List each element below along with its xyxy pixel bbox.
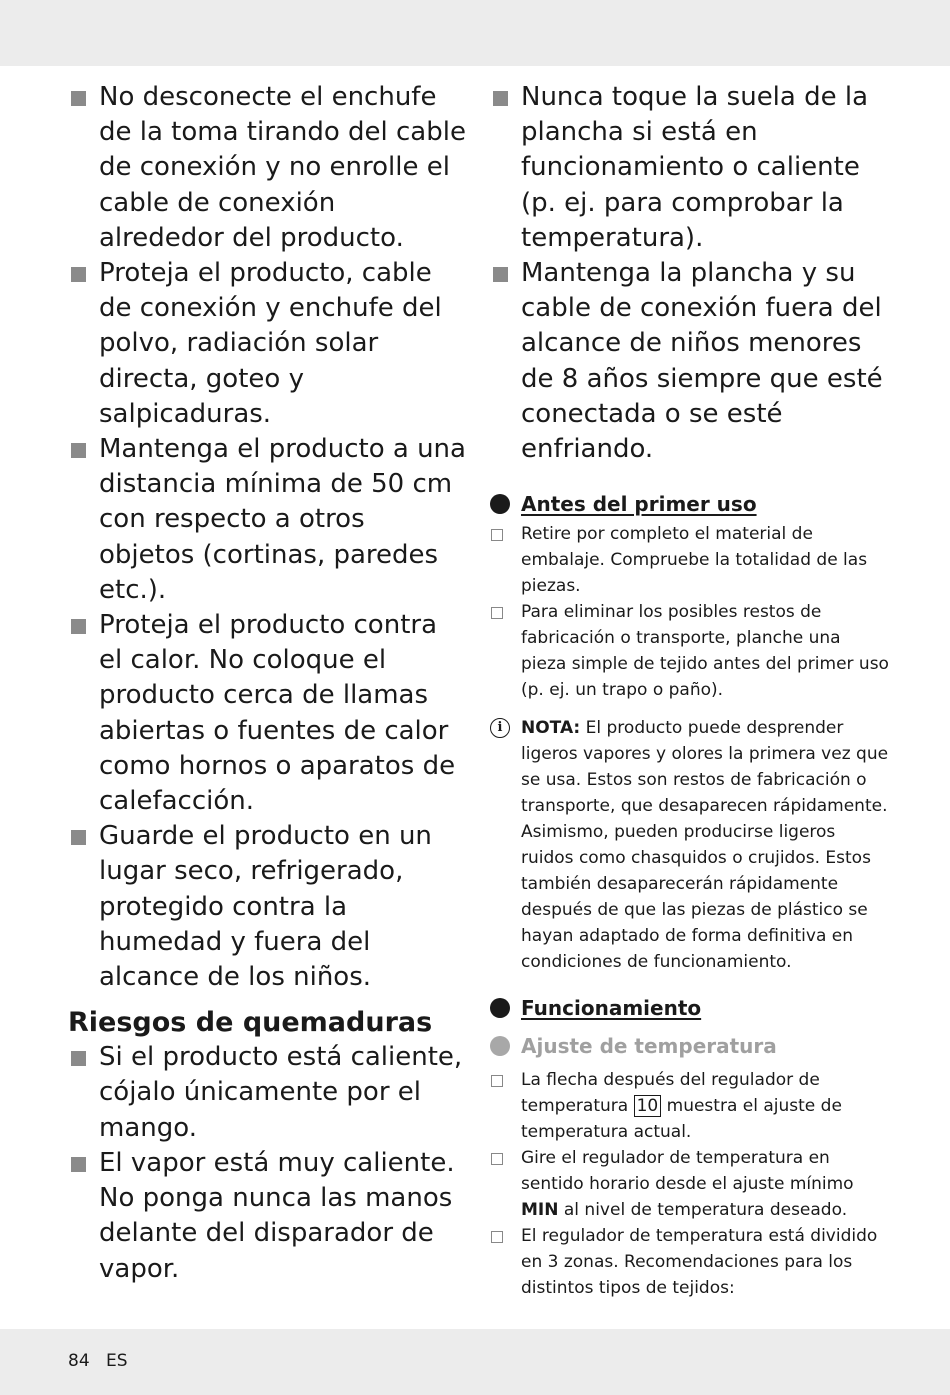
- part-reference-number: 10: [634, 1095, 662, 1117]
- note-label: NOTA:: [521, 718, 581, 739]
- safety-list-left: [68, 80, 468, 995]
- list-item-text: Proteja el producto contra el calor. No coloque el producto cerca de llamas abiertas o fuentes de calor como hornos o aparatos de calefacción.: [99, 610, 456, 817]
- square-bullet-icon: [71, 1157, 86, 1172]
- section-heading-first-use: [490, 491, 890, 517]
- min-setting-label: MIN: [521, 1200, 559, 1221]
- square-bullet-icon: [493, 267, 508, 282]
- section-heading-operation: [490, 995, 890, 1021]
- checkbox-bullet-icon: [491, 607, 503, 619]
- list-item: [490, 521, 890, 599]
- list-item-text: La flecha después del regulador de temperatura: [521, 1070, 820, 1117]
- list-item: [68, 256, 468, 432]
- list-item: [490, 1145, 890, 1223]
- filled-circle-icon: [490, 494, 510, 514]
- section-title: Funcionamiento: [521, 996, 702, 1021]
- checkbox-bullet-icon: [491, 1153, 503, 1165]
- language-code: ES: [106, 1351, 128, 1371]
- list-item: [490, 599, 890, 703]
- subsection-heading-temperature: [490, 1033, 890, 1059]
- square-bullet-icon: [71, 267, 86, 282]
- list-item-text: El regulador de temperatura está dividido en 3 zonas. Recomendaciones para los distintos tipos de tejidos:: [521, 1226, 878, 1299]
- square-bullet-icon: [71, 830, 86, 845]
- list-item-text: Proteja el producto, cable de conexión y enchufe del polvo, radiación solar directa, goteo y salpicaduras.: [99, 258, 442, 429]
- checkbox-bullet-icon: [491, 1075, 503, 1087]
- list-item: [68, 819, 468, 995]
- header-bar: [0, 0, 950, 66]
- square-bullet-icon: [71, 91, 86, 106]
- list-item: [490, 256, 890, 467]
- section-title: Antes del primer uso: [521, 492, 757, 517]
- list-item-text: Gire el regulador de temperatura en sentido horario desde el ajuste mínimo: [521, 1148, 854, 1195]
- grey-circle-icon: [490, 1036, 510, 1056]
- square-bullet-icon: [71, 1051, 86, 1066]
- left-column: [68, 80, 468, 1287]
- list-item-text: Para eliminar los posibles restos de fabricación o transporte, planche una pieza simple de tejido antes del primer uso (p. ej. un trapo o paño).: [521, 602, 889, 701]
- temperature-list: [490, 1067, 890, 1301]
- footer-bar: [0, 1329, 950, 1395]
- first-use-list: [490, 521, 890, 703]
- list-item: [490, 80, 890, 256]
- list-item-text: No desconecte el enchufe de la toma tirando del cable de conexión y no enrolle el cable de conexión alrededor del producto.: [99, 82, 466, 253]
- list-item: [68, 432, 468, 608]
- note-text: El producto puede desprender ligeros vapores y olores la primera vez que se usa. Estos son restos de fabricación o transporte, que desaparecen rápidamente. Asimismo, pueden producirse ligeros ruidos como chasquidos o crujidos. Estos también desaparecerán rápidamente después de que las piezas de plástico se hayan adaptado de forma definitiva en condiciones de funcionamiento.: [521, 718, 889, 973]
- list-item: [68, 1146, 468, 1287]
- subsection-title: Ajuste de temperatura: [521, 1034, 777, 1059]
- checkbox-bullet-icon: [491, 1231, 503, 1243]
- list-item: [490, 1067, 890, 1145]
- list-item-text: al nivel de temperatura deseado.: [558, 1200, 848, 1221]
- list-item-text: Guarde el producto en un lugar seco, refrigerado, protegido contra la humedad y fuera del alcance de los niños.: [99, 821, 432, 993]
- square-bullet-icon: [493, 91, 508, 106]
- filled-circle-icon: [490, 998, 510, 1018]
- page-number: 84: [68, 1351, 90, 1371]
- list-item: [68, 608, 468, 819]
- square-bullet-icon: [71, 619, 86, 634]
- list-item-text: Nunca toque la suela de la plancha si está en funcionamiento o caliente (p. ej. para comprobar la temperatura).: [521, 82, 869, 253]
- list-item: [68, 80, 468, 256]
- burn-risks-heading: Riesgos de quemaduras: [68, 1007, 433, 1039]
- square-bullet-icon: [71, 443, 86, 458]
- list-item-text: El vapor está muy caliente. No ponga nunca las manos delante del disparador de vapor.: [99, 1147, 455, 1284]
- info-icon: i: [490, 718, 510, 738]
- list-item: [68, 1040, 468, 1146]
- list-item: [490, 1223, 890, 1301]
- checkbox-bullet-icon: [491, 529, 503, 541]
- right-column: [490, 80, 890, 1301]
- note-block: [490, 715, 890, 975]
- list-item-text: Mantenga el producto a una distancia mínima de 50 cm con respecto a otros objetos (cortinas, paredes etc.).: [99, 434, 466, 605]
- list-item-text: muestra el ajuste de temperatura actual.: [521, 1096, 842, 1143]
- list-item-text: Retire por completo el material de embalaje. Compruebe la totalidad de las piezas.: [521, 524, 868, 597]
- burn-risks-list: [68, 1040, 468, 1286]
- safety-list-right: [490, 80, 890, 467]
- list-item-text: Si el producto está caliente, cójalo únicamente por el mango.: [99, 1042, 463, 1143]
- list-item-text: Mantenga la plancha y su cable de conexión fuera del alcance de niños menores de 8 años siempre que esté conectada o se esté enfriando.: [521, 258, 883, 465]
